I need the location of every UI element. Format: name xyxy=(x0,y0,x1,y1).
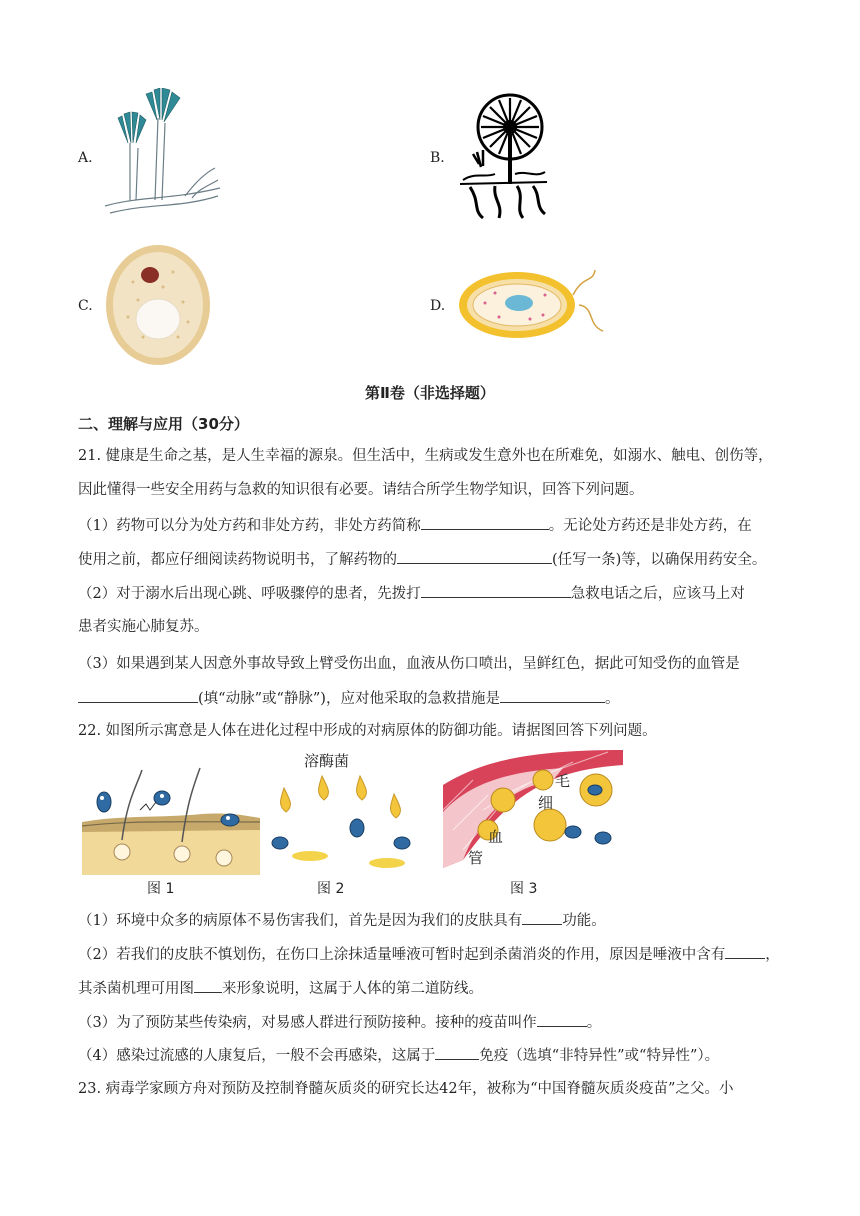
q21-part2-line1 xyxy=(78,583,745,604)
q21-part1-line1 xyxy=(78,515,752,536)
q22-p1-text-a: （1）环境中众多的病原体不易伤害我们，首先是因为我们的皮肤具有 xyxy=(78,913,523,929)
figure-3-caption: 图 3 xyxy=(510,881,538,897)
q21-part3-line2 xyxy=(78,688,619,709)
mushroom-illustration xyxy=(455,92,550,222)
bacterium-illustration xyxy=(455,265,605,345)
q22-blank-skin-function[interactable] xyxy=(522,910,562,925)
figure-3-label-guan: 管 xyxy=(468,849,484,867)
q21-blank-emergency-number[interactable] xyxy=(421,583,571,598)
figure-1-skin-barrier xyxy=(82,760,260,875)
q21-stem-line1: 21. 健康是生命之基，是人生幸福的源泉。但生活中，生病或发生意外也在所难免，如溺水、触电、创伤等， xyxy=(78,448,773,464)
figure-3-capillary-phagocyte xyxy=(443,750,623,875)
q22-blank-immunity-type[interactable] xyxy=(435,1045,479,1060)
q21-stem-line2: 因此懂得一些安全用药与急救的知识很有必要。请结合所学生物学知识，回答下列问题。 xyxy=(78,482,644,498)
q22-part3 xyxy=(78,1012,601,1033)
q22-p2-text-a: （2）若我们的皮肤不慎划伤，在伤口上涂抹适量唾液可暂时起到杀菌消炎的作用，原因是唾液中含有 xyxy=(78,947,726,963)
q21-blank-first-aid[interactable] xyxy=(500,688,605,703)
part-two-title: 第Ⅱ卷（非选择题） xyxy=(365,384,495,402)
q21-p3-text-c: 。 xyxy=(604,691,620,707)
q21-p1-text-d: (任写一条)等，以确保用药安全。 xyxy=(552,552,767,568)
q21-p1-text-b: 。无论处方药还是非处方药，在 xyxy=(548,518,752,534)
q21-part2-line2: 患者实施心肺复苏。 xyxy=(78,619,209,635)
figure-3-label-mao: 毛 xyxy=(555,772,571,790)
q22-part2-line1 xyxy=(78,944,780,965)
figure-1-caption: 图 1 xyxy=(147,881,175,897)
q22-stem: 22. 如图所示寓意是人体在进化过程中形成的对病原体的防御功能。请据图回答下列问题。 xyxy=(78,723,657,739)
option-d-label: D. xyxy=(430,298,446,314)
section-heading: 二、理解与应用（30分） xyxy=(78,415,249,433)
figure-2-lysozyme xyxy=(262,748,432,878)
q22-p2-text-c: 其杀菌机理可用图 xyxy=(78,981,194,997)
q22-blank-saliva-substance[interactable] xyxy=(725,944,765,959)
q22-p1-text-b: 功能。 xyxy=(562,913,606,929)
penicillium-illustration xyxy=(100,88,225,218)
q21-p2-text-a: （2）对于溺水后出现心跳、呼吸骤停的患者，先拨打 xyxy=(78,586,421,602)
option-c-label: C. xyxy=(78,298,93,314)
figure-3-label-xue: 血 xyxy=(488,828,504,846)
q22-part2-line2 xyxy=(78,978,483,999)
q21-p1-text-c: 使用之前，都应仔细阅读药物说明书，了解药物的 xyxy=(78,552,397,568)
yeast-cell-illustration xyxy=(103,242,213,368)
q22-part4 xyxy=(78,1045,719,1066)
option-b-label: B. xyxy=(430,150,445,166)
q21-p3-text-b: (填“动脉”或“静脉”)，应对他采取的急救措施是 xyxy=(198,691,500,707)
q22-p4-text-b: 免疫（选填“非特异性”或“特异性”）。 xyxy=(479,1048,720,1064)
option-a-label: A. xyxy=(78,150,93,166)
q21-blank-otc[interactable] xyxy=(421,515,549,530)
q22-p2-text-b: ， xyxy=(765,947,780,963)
q22-blank-vaccine-term[interactable] xyxy=(537,1012,587,1027)
q21-blank-vessel-type[interactable] xyxy=(78,688,198,703)
q22-p3-text-b: 。 xyxy=(586,1015,602,1031)
figure-3-label-xi: 细 xyxy=(538,794,554,812)
q21-blank-drug-info[interactable] xyxy=(397,549,552,564)
q22-p2-text-d: 来形象说明，这属于人体的第二道防线。 xyxy=(222,981,483,997)
figure-2-caption: 图 2 xyxy=(317,881,345,897)
q21-p1-text-a: （1）药物可以分为处方药和非处方药，非处方药简称 xyxy=(78,518,421,534)
q21-part1-line2 xyxy=(78,549,766,570)
q22-part1 xyxy=(78,910,606,931)
q22-p4-text-a: （4）感染过流感的人康复后，一般不会再感染，这属于 xyxy=(78,1048,436,1064)
q23-stem: 23. 病毒学家顾方舟对预防及控制脊髓灰质炎的研究长达42年，被称为“中国脊髓灰质炎疫苗”之父。小 xyxy=(78,1081,734,1097)
q22-p3-text-a: （3）为了预防某些传染病，对易感人群进行预防接种。接种的疫苗叫作 xyxy=(78,1015,537,1031)
figure-2-label: 溶酶菌 xyxy=(304,752,350,770)
q22-blank-figure-number[interactable] xyxy=(194,978,222,993)
q21-p2-text-b: 急救电话之后，应该马上对 xyxy=(570,586,745,602)
q21-part3-line1: （3）如果遇到某人因意外事故导致上臂受伤出血，血液从伤口喷出，呈鲜红色，据此可知受伤的血管是 xyxy=(78,656,740,672)
